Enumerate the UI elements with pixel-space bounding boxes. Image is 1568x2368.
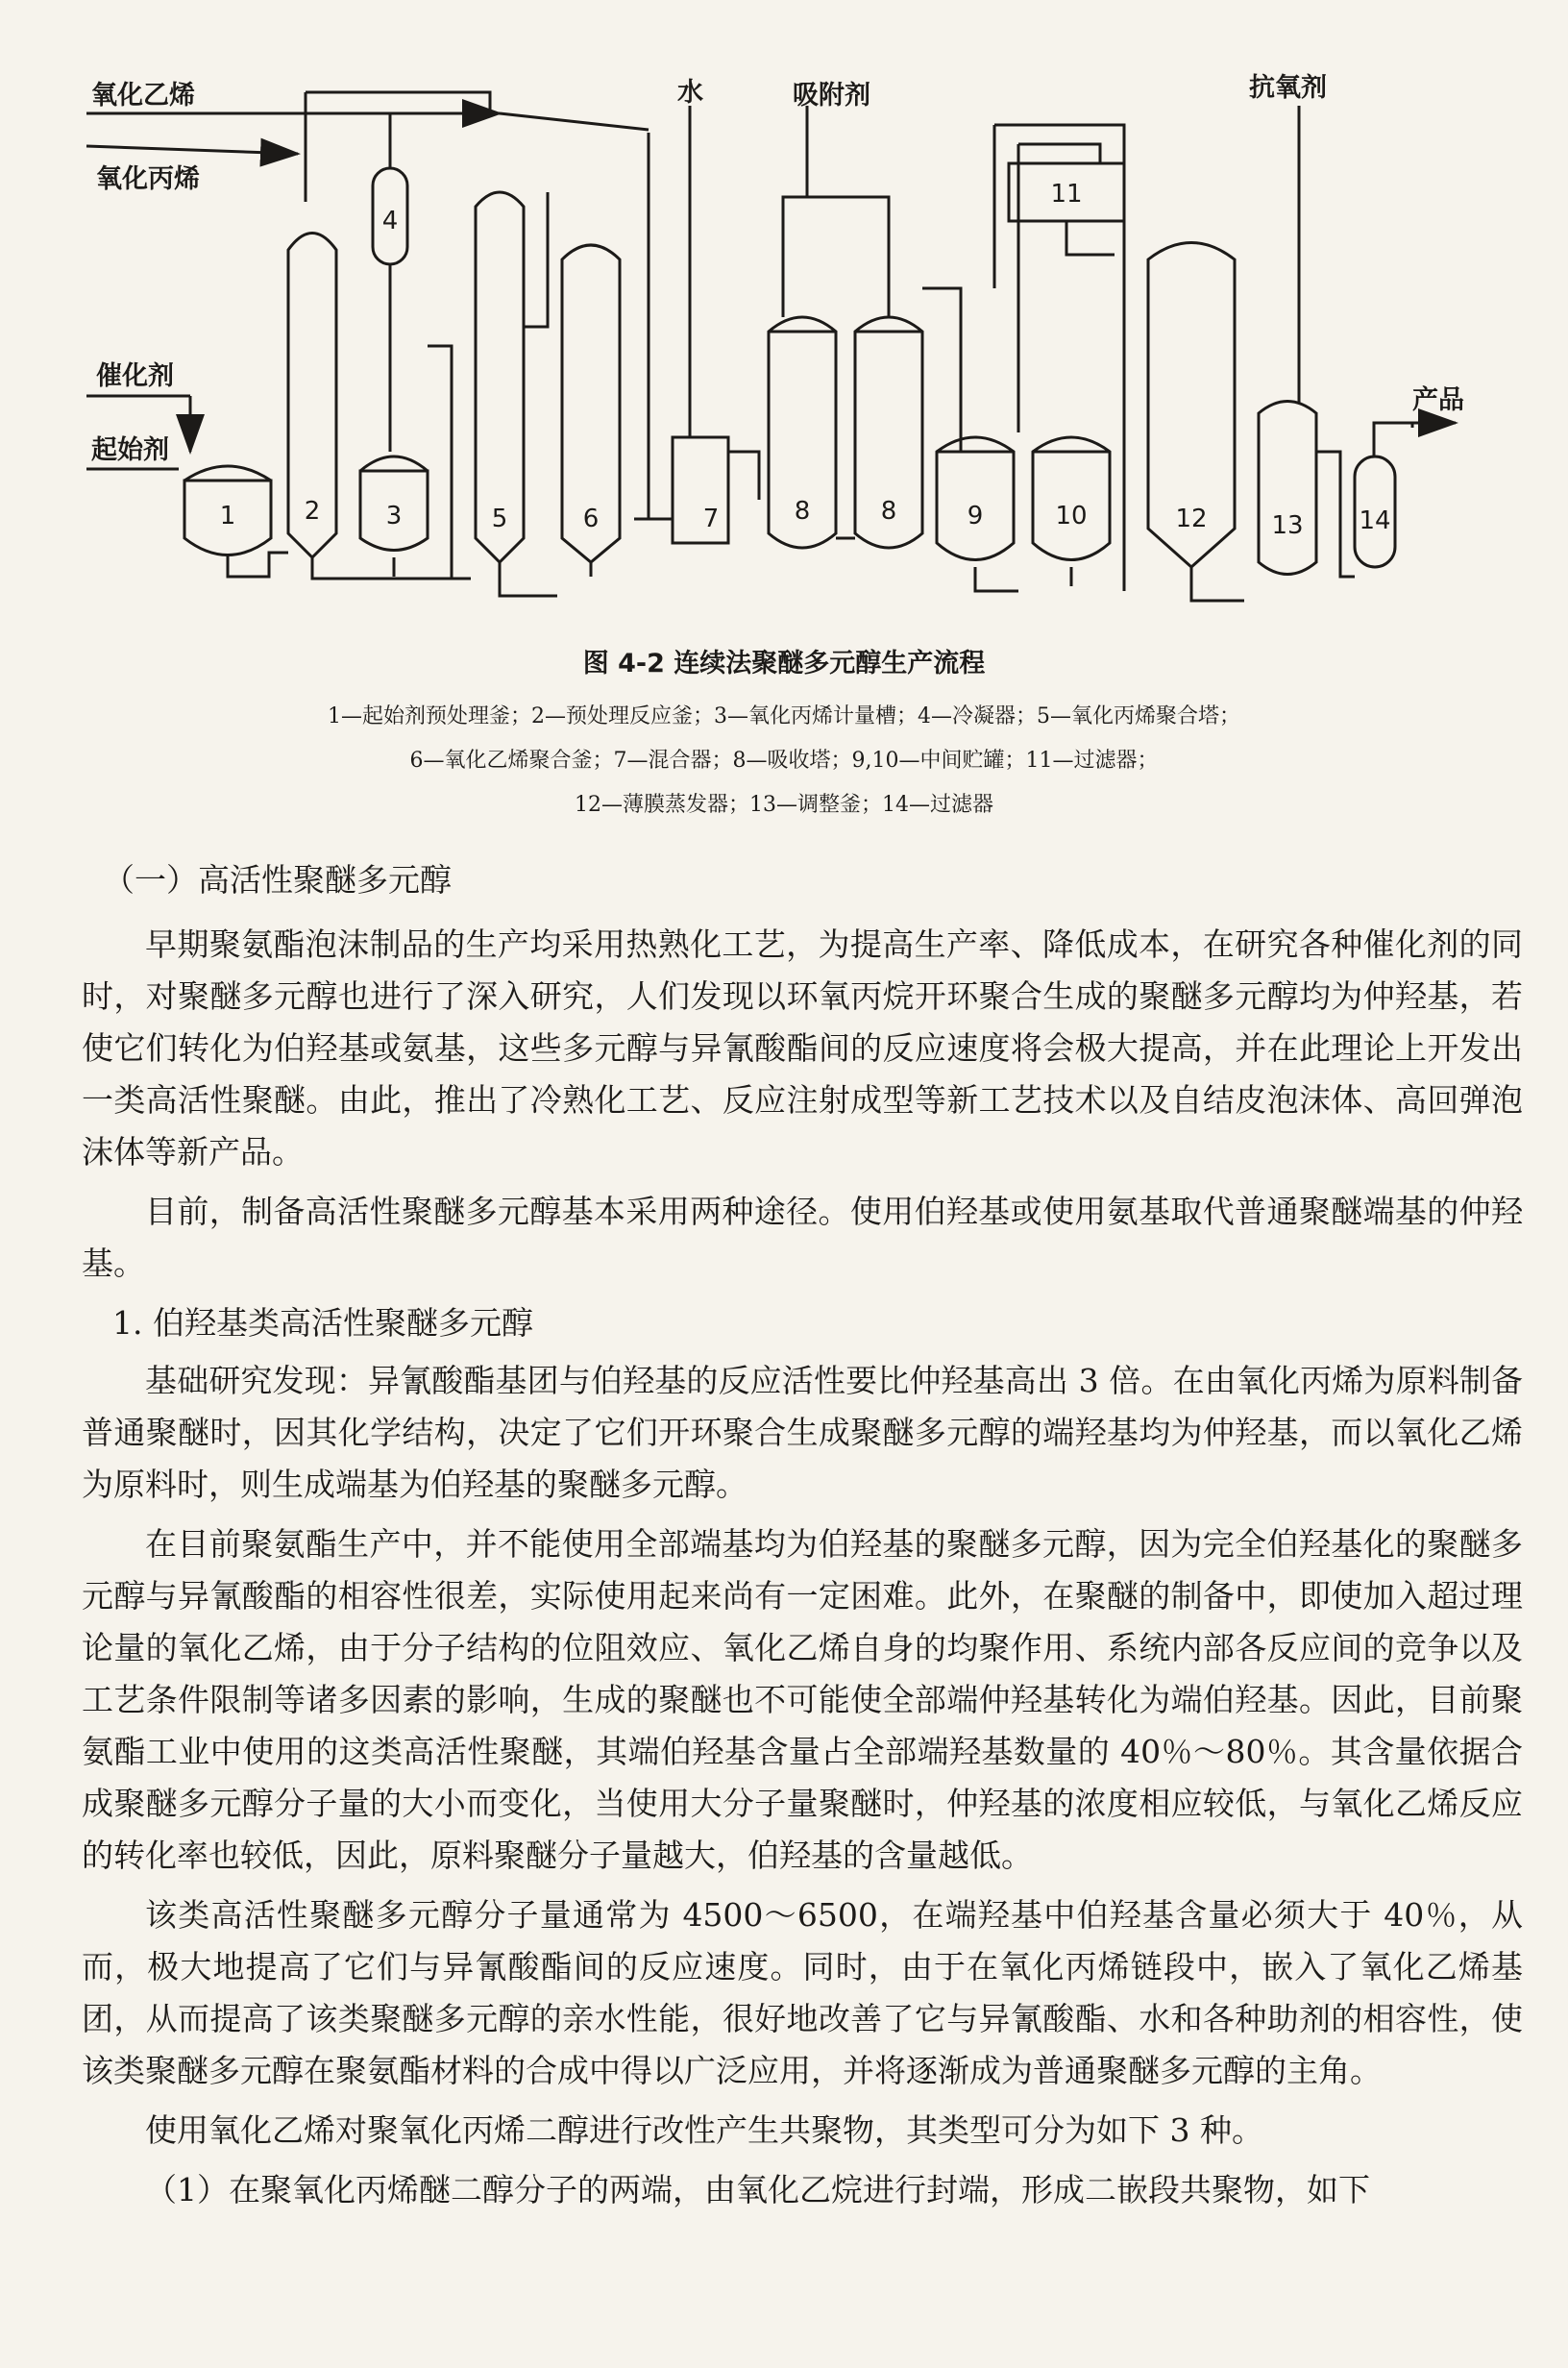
unit-10-tank bbox=[1033, 437, 1110, 560]
label-propylene-oxide: 氧化丙烯 bbox=[96, 164, 200, 194]
label-ethylene-oxide: 氧化乙烯 bbox=[91, 81, 195, 111]
unit-3-number: 3 bbox=[385, 502, 403, 530]
unit-4-number: 4 bbox=[381, 207, 399, 235]
paragraph-4: 在目前聚氨酯生产中，并不能使用全部端基均为伯羟基的聚醚多元醇，因为完全伯羟基化的聚醚多元醇与异氰酸酯的相容性很差，实际使用起来尚有一定困难。此外，在聚醚的制备中，即使加入超过理论量的氧化乙烯，由于分子结构的位阻效应、氧化乙烯自身的均聚作用、系统内部各反应间的竞争以及工艺条件限制等诸多因素的影响，生成的聚醚也不可能使全部端仲羟基转化为端伯羟基。因此，目前聚氨酯工业中使用的这类高活性聚醚，其端伯羟基含量占全部端羟基数量的 40％～80％。其含量依据合成聚醚多元醇分子量的大小而变化，当使用大分子量聚醚时，仲羟基的浓度相应较低，与氧化乙烯反应的转化率也较低，因此，原料聚醚分子量越大，伯羟基的含量越低。 bbox=[82, 1525, 1523, 1874]
figure-legend-line-2: 6—氧化乙烯聚合釜；7—混合器；8—吸收塔；9,10—中间贮罐；11—过滤器； bbox=[409, 749, 1159, 773]
unit-7-mixer bbox=[673, 437, 728, 543]
paragraph-6: 使用氧化乙烯对聚氧化丙烯二醇进行改性产生共聚物，其类型可分为如下 3 种。 bbox=[145, 2111, 1263, 2149]
label-product: 产品 bbox=[1412, 385, 1464, 415]
unit-14-number: 14 bbox=[1359, 506, 1391, 535]
subheading-primary-hydroxyl: 1. 伯羟基类高活性聚醚多元醇 bbox=[112, 1304, 533, 1342]
unit-5-number: 5 bbox=[491, 505, 508, 533]
paragraph-1: 早期聚氨酯泡沫制品的生产均采用热熟化工艺，为提高生产率、降低成本，在研究各种催化剂的同时，对聚醚多元醇也进行了深入研究，人们发现以环氧丙烷开环聚合生成的聚醚多元醇均为仲羟基，若使它们转化为伯羟基或氨基，这些多元醇与异氰酸酯间的反应速度将会极大提高，并在此理论上开发出一类高活性聚醚。由此，推出了冷熟化工艺、反应注射成型等新工艺技术以及自结皮泡沫体、高回弹泡沫体等新产品。 bbox=[82, 925, 1523, 1171]
flow-svg bbox=[0, 0, 1568, 625]
paragraph-7: （1）在聚氧化丙烯醚二醇分子的两端，由氧化乙烷进行封端，形成二嵌段共聚物，如下 bbox=[145, 2171, 1370, 2208]
unit-10-number: 10 bbox=[1055, 502, 1088, 530]
unit-1-number: 1 bbox=[219, 502, 236, 530]
unit-8b-number: 8 bbox=[880, 497, 897, 526]
label-antioxidant: 抗氧剂 bbox=[1249, 73, 1327, 103]
propylene-oxide-line bbox=[86, 146, 298, 154]
figure-caption: 图 4-2 连续法聚醚多元醇生产流程 bbox=[582, 649, 986, 678]
unit-7-number: 7 bbox=[702, 505, 720, 533]
label-catalyst: 催化剂 bbox=[96, 361, 174, 391]
unit-13-adjustment-tank bbox=[1259, 402, 1316, 575]
section-heading: （一）高活性聚醚多元醇 bbox=[103, 861, 452, 899]
unit-9-tank bbox=[937, 437, 1014, 560]
label-adsorbent: 吸附剂 bbox=[793, 81, 870, 111]
unit-11-number: 11 bbox=[1050, 180, 1083, 209]
label-water: 水 bbox=[677, 78, 703, 108]
process-flow-diagram bbox=[0, 0, 1568, 625]
paragraph-5: 该类高活性聚醚多元醇分子量通常为 4500～6500，在端羟基中伯羟基含量必须大于 40％，从而，极大地提高了它们与异氰酸酯间的反应速度。同时，由于在氧化丙烯链段中，嵌入了氧化乙烯基团，从而提高了该类聚醚多元醇的亲水性能，很好地改善了它与异氰酸酯、水和各种助剂的相容性，使该类聚醚多元醇在聚氨酯材料的合成中得以广泛应用，并将逐渐成为普通聚醚多元醇的主角。 bbox=[82, 1896, 1523, 2089]
paragraph-3: 基础研究发现：异氰酸酯基团与伯羟基的反应活性要比仲羟基高出 3 倍。在由氧化丙烯为原料制备普通聚醚时，因其化学结构，决定了它们开环聚合生成聚醚多元醇的端羟基均为仲羟基，而以氧化乙烯为原料时，则生成端基为伯羟基的聚醚多元醇。 bbox=[82, 1362, 1523, 1503]
unit-6-number: 6 bbox=[582, 505, 600, 533]
unit-8a-number: 8 bbox=[794, 497, 811, 526]
unit-9-number: 9 bbox=[967, 502, 984, 530]
unit-12-number: 12 bbox=[1175, 505, 1208, 533]
paragraph-2: 目前，制备高活性聚醚多元醇基本采用两种途径。使用伯羟基或使用氨基取代普通聚醚端基的仲羟基。 bbox=[82, 1193, 1523, 1282]
unit-2-number: 2 bbox=[304, 497, 321, 526]
label-initiator: 起始剂 bbox=[91, 435, 169, 465]
figure-legend-line-3: 12—薄膜蒸发器；13—调整釜；14—过滤器 bbox=[575, 793, 993, 817]
body-text bbox=[82, 857, 1523, 2224]
unit-13-number: 13 bbox=[1271, 511, 1304, 540]
figure-legend-line-1: 1—起始剂预处理釜；2—预处理反应釜；3—氧化丙烯计量槽；4—冷凝器；5—氧化丙烯聚合塔； bbox=[328, 704, 1240, 728]
